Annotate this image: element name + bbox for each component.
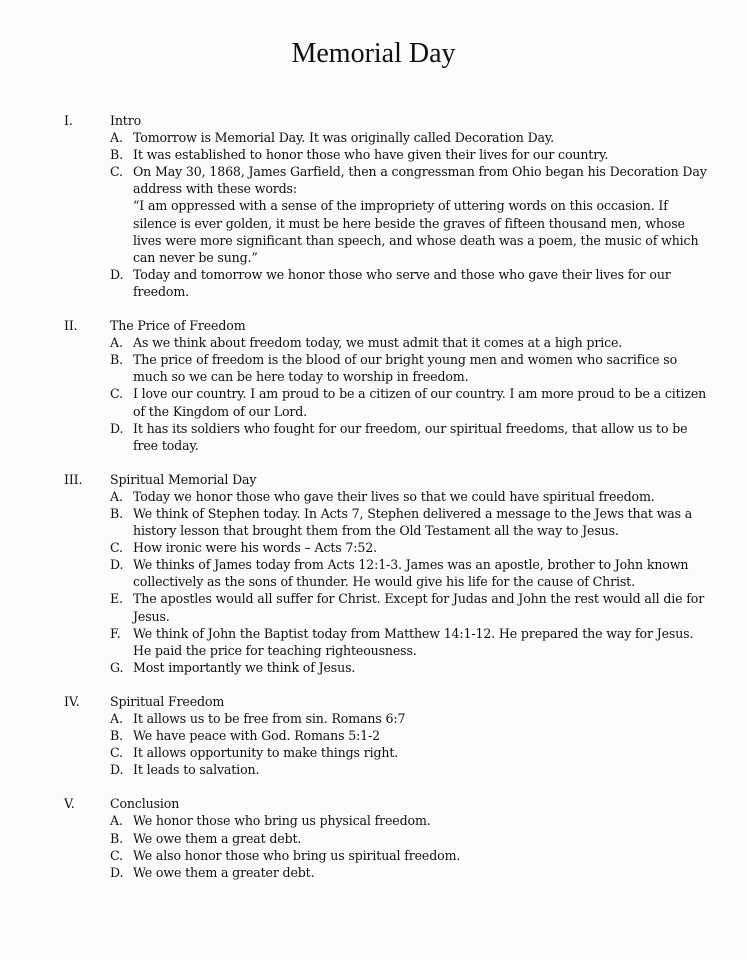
- outline-item: [110, 659, 714, 676]
- item-body: [133, 727, 714, 744]
- item-letter: B.: [110, 352, 123, 368]
- item-letter: D.: [110, 864, 124, 880]
- outline-item: [110, 539, 714, 556]
- sermon-outline: [64, 112, 714, 898]
- item-letter: C.: [110, 847, 123, 863]
- outline-item: [110, 351, 714, 385]
- outline-item: [110, 744, 714, 761]
- item-letter: D.: [110, 420, 124, 436]
- item-letter: C.: [110, 164, 123, 180]
- section-header: [64, 112, 714, 129]
- item-body: [133, 505, 714, 539]
- section-numeral: IV.: [64, 693, 80, 709]
- section-heading: Spiritual Memorial Day: [110, 471, 257, 487]
- item-quote: “I am oppressed with a sense of the impropriety of uttering words on this occasion. If silence is ever golden, it must be here beside the graves of fifteen thousand men, whose lives were more significant than speech, and whose death was a poem, the music of which can never be sung.”: [133, 198, 699, 265]
- item-text: It allows us to be free from sin. Romans 6:7: [133, 711, 406, 726]
- outline-item: [110, 163, 714, 266]
- outline-item: [110, 727, 714, 744]
- outline-item: [110, 830, 714, 847]
- section-items: [110, 488, 714, 676]
- outline-item: [110, 505, 714, 539]
- outline-section: [64, 471, 714, 676]
- item-body: [133, 830, 714, 847]
- item-letter: D.: [110, 266, 124, 282]
- item-text: On May 30, 1868, James Garfield, then a congressman from Ohio began his Decoration Day address with these words:: [133, 164, 707, 197]
- item-body: [133, 710, 714, 727]
- outline-item: [110, 864, 714, 881]
- item-text: We think of Stephen today. In Acts 7, Stephen delivered a message to the Jews that was a history lesson that brought them from the Old Testament all the way to Jesus.: [133, 505, 693, 539]
- section-header: [64, 317, 714, 334]
- item-body: [133, 266, 714, 300]
- item-letter: C.: [110, 386, 123, 402]
- item-body: [133, 812, 714, 829]
- item-letter: B.: [110, 830, 123, 846]
- item-letter: A.: [110, 130, 123, 146]
- item-text: We honor those who bring us physical freedom.: [133, 813, 431, 829]
- section-heading: The Price of Freedom: [110, 318, 246, 334]
- item-body: [133, 556, 714, 590]
- item-body: [133, 351, 714, 385]
- section-heading: Intro: [110, 113, 141, 128]
- item-letter: A.: [110, 711, 123, 726]
- item-body: [133, 761, 714, 778]
- item-body: [133, 420, 714, 454]
- item-text: Tomorrow is Memorial Day. It was originally called Decoration Day.: [133, 130, 555, 146]
- item-text: It has its soldiers who fought for our freedom, our spiritual freedoms, that allow us to be free today.: [133, 420, 688, 453]
- item-letter: A.: [110, 813, 123, 829]
- outline-section: [64, 795, 714, 880]
- outline-item: [110, 129, 714, 146]
- section-numeral: I.: [64, 113, 73, 128]
- item-body: [133, 385, 714, 419]
- outline-item: [110, 266, 714, 300]
- outline-item: [110, 710, 714, 727]
- section-heading: Spiritual Freedom: [110, 693, 225, 709]
- outline-item: [110, 590, 714, 624]
- outline-item: [110, 556, 714, 590]
- item-body: [133, 163, 714, 266]
- outline-section: [64, 317, 714, 454]
- item-letter: C.: [110, 745, 123, 761]
- section-heading: Conclusion: [110, 796, 180, 812]
- outline-item: [110, 334, 714, 351]
- item-letter: D.: [110, 762, 124, 778]
- item-body: [133, 659, 714, 676]
- section-items: [110, 129, 714, 300]
- section-items: [110, 334, 714, 454]
- item-text: The apostles would all suffer for Christ. Except for Judas and John the rest would all die for Jesus.: [133, 591, 705, 624]
- section-header: [64, 471, 714, 488]
- item-text: The price of freedom is the blood of our bright young men and women who sacrifice so much so we can be here today to worship in freedom.: [133, 352, 677, 385]
- item-letter: C.: [110, 540, 123, 556]
- item-body: [133, 744, 714, 761]
- item-text: It leads to salvation.: [133, 762, 260, 778]
- outline-item: [110, 420, 714, 454]
- item-body: [133, 864, 714, 881]
- page-title: Memorial Day: [291, 38, 456, 69]
- item-letter: B.: [110, 505, 123, 521]
- item-body: [133, 847, 714, 864]
- item-body: [133, 488, 714, 505]
- item-text: Most importantly we think of Jesus.: [133, 659, 356, 675]
- item-letter: B.: [110, 147, 123, 163]
- item-text: It allows opportunity to make things right.: [133, 745, 399, 761]
- item-text: Today and tomorrow we honor those who serve and those who gave their lives for our freedom.: [133, 266, 671, 299]
- item-body: [133, 129, 714, 146]
- item-body: [133, 539, 714, 556]
- item-letter: B.: [110, 728, 123, 744]
- item-letter: A.: [110, 488, 123, 504]
- section-items: [110, 812, 714, 880]
- outline-item: [110, 385, 714, 419]
- item-text: Today we honor those who gave their lives so that we could have spiritual freedom.: [133, 488, 655, 504]
- item-text: How ironic were his words – Acts 7:52.: [133, 540, 377, 556]
- item-body: [133, 625, 714, 659]
- item-letter: D.: [110, 557, 124, 573]
- section-items: [110, 710, 714, 778]
- outline-section: [64, 693, 714, 778]
- item-text: We thinks of James today from Acts 12:1-3. James was an apostle, brother to John known collectively as the sons of thunder. He would give his life for the cause of Christ.: [133, 557, 689, 590]
- outline-item: [110, 488, 714, 505]
- item-text: We owe them a great debt.: [133, 830, 302, 846]
- item-letter: F.: [110, 625, 121, 641]
- item-text: We have peace with God. Romans 5:1-2: [133, 728, 381, 744]
- outline-item: [110, 625, 714, 659]
- item-body: [133, 590, 714, 624]
- item-letter: G.: [110, 659, 124, 675]
- outline-section: [64, 112, 714, 300]
- item-text: We owe them a greater debt.: [133, 864, 315, 880]
- item-body: [133, 334, 714, 351]
- outline-item: [110, 812, 714, 829]
- item-text: We think of John the Baptist today from Matthew 14:1-12. He prepared the way for Jesus. He paid the price for teaching righteousness.: [133, 625, 694, 658]
- outline-item: [110, 847, 714, 864]
- section-numeral: II.: [64, 318, 78, 334]
- outline-item: [110, 761, 714, 778]
- section-header: [64, 795, 714, 812]
- section-header: [64, 693, 714, 710]
- section-numeral: III.: [64, 471, 83, 487]
- outline-item: [110, 146, 714, 163]
- item-letter: A.: [110, 335, 123, 351]
- item-letter: E.: [110, 591, 123, 607]
- item-body: [133, 146, 714, 163]
- section-numeral: V.: [64, 796, 75, 812]
- item-text: We also honor those who bring us spiritual freedom.: [133, 847, 461, 863]
- item-text: I love our country. I am proud to be a citizen of our country. I am more proud to be a citizen of the Kingdom of our Lord.: [133, 386, 707, 419]
- item-text: It was established to honor those who have given their lives for our country.: [133, 147, 609, 163]
- item-text: As we think about freedom today, we must admit that it comes at a high price.: [133, 335, 623, 351]
